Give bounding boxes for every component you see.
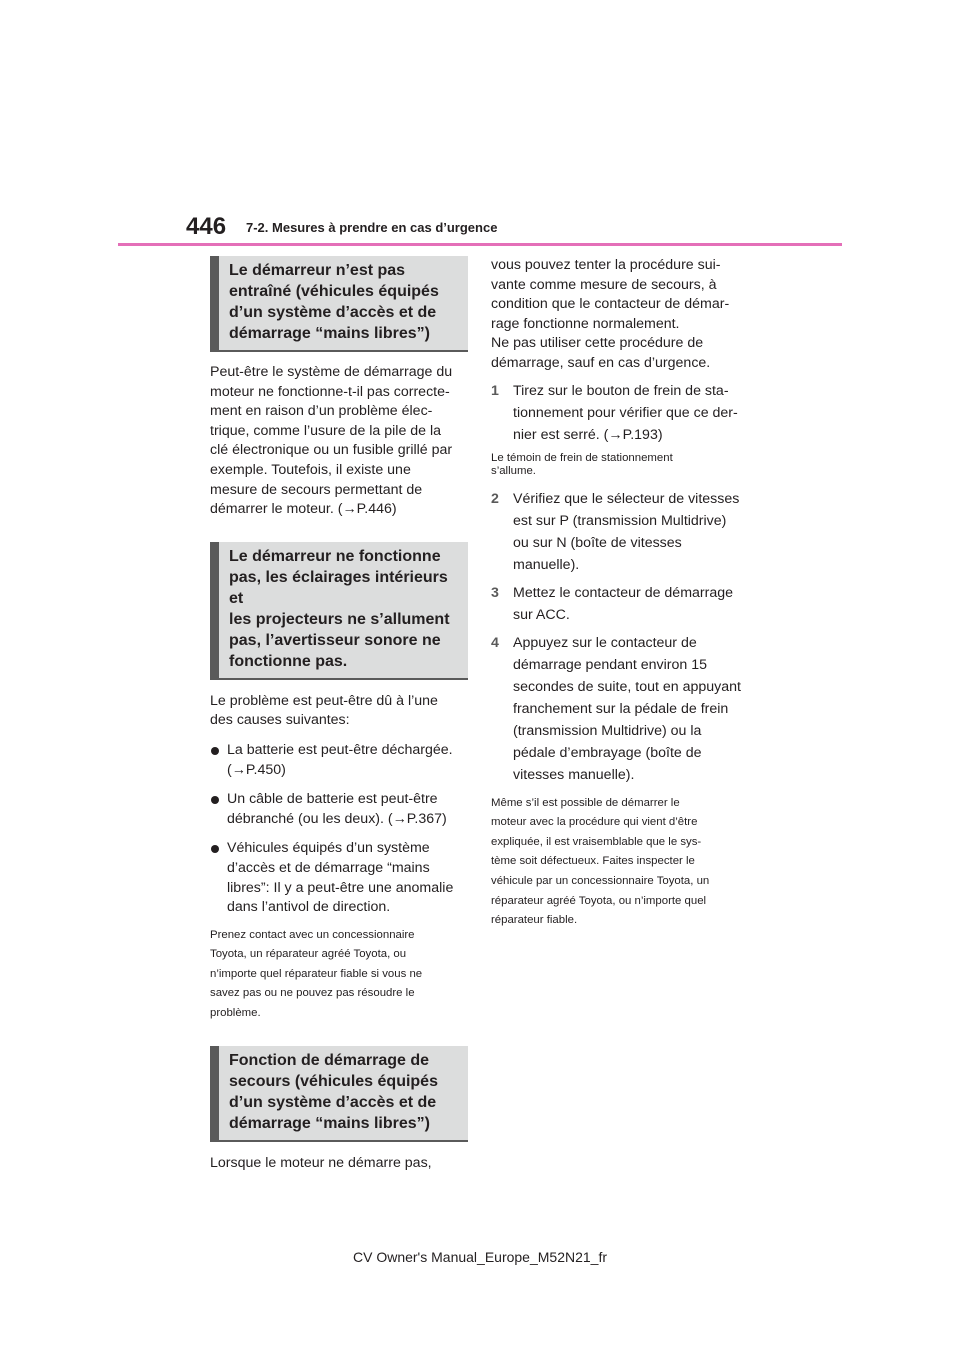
header-rule bbox=[118, 243, 842, 246]
page-number: 446 bbox=[186, 213, 227, 240]
paragraph-engine-not-starting: Lorsque le moteur ne démarre pas, bbox=[210, 1154, 432, 1171]
step-number: 1 bbox=[491, 382, 499, 399]
heading-line: d’un système d’accès et de bbox=[229, 304, 437, 321]
step-3: 3 Mettez le contacteur de démarrage sur ACC. bbox=[491, 582, 749, 626]
list-item: Un câble de batterie est peut-être débranché (ou les deux). (→P.367) bbox=[210, 790, 468, 829]
paragraph-starter-explanation: Peut-être le système de démarrage du moteur ne fonctionne-t-il pas correcte- ment en raison d’un problème élec- trique, comme l’usure de la pile de la clé électronique ou un fusible grillé par exemple. Toutefois, il existe une mesure de secours permettant de démarrer le moteur. (→P.446) bbox=[210, 364, 453, 518]
step-4: 4 Appuyez sur le contacteur de démarrage pendant environ 15 secondes de suite, tout en appuyant franchement sur la pédale de frein (transmission Multidrive) ou la pédale d’embrayage (boîte de vitesses manuelle). bbox=[491, 632, 749, 786]
bullet-icon bbox=[211, 747, 219, 755]
list-item: La batterie est peut-être déchargée. (→P.450) bbox=[210, 741, 468, 780]
step-2: 2 Vérifiez que le sélecteur de vitesses est sur P (transmission Multidrive) ou sur N (boîte de vitesses manuelle). bbox=[491, 488, 749, 576]
bullet-icon bbox=[211, 845, 219, 853]
step-number: 4 bbox=[491, 634, 499, 651]
list-item: Véhicules équipés d’un système d’accès et de démarrage “mains libres”: Il y a peut-être une anomalie dans l’antivol de direction. bbox=[210, 839, 468, 917]
step-1: 1 Tirez sur le bouton de frein de sta- tionnement pour vérifier que ce der- nier est serré. (→P.193) bbox=[491, 380, 749, 446]
footer-manual-id: CV Owner's Manual_Europe_M52N21_fr bbox=[352, 1249, 608, 1265]
note-inspection-recommended: Même s’il est possible de démarrer le moteur avec la procédure qui vient d’être expliquée, il est vraisemblable que le sys- tème soit défectueux. Faites inspecter le véhicule par un concessionnaire Toyota, un réparateur agréé Toyota, ou n’importe quel réparateur fiable. bbox=[491, 796, 710, 927]
note-parking-brake-light: Le témoin de frein de stationnement s’allume. bbox=[491, 451, 673, 477]
paragraph-procedure-intro: vous pouvez tenter la procédure sui- vante comme mesure de secours, à condition que le contacteur de démar- rage fonctionne normalement. Ne pas utiliser cette procédure de démarrage, sauf en cas d’urgence. bbox=[491, 257, 730, 371]
left-column bbox=[210, 256, 468, 1173]
step-number: 3 bbox=[491, 584, 499, 601]
section-header: 7-2. Mesures à prendre en cas d’urgence bbox=[246, 220, 498, 235]
step-number: 2 bbox=[491, 490, 499, 507]
note-contact-dealer: Prenez contact avec un concessionnaire Toyota, un réparateur agréé Toyota, ou n’importe quel réparateur fiable si vous ne savez pas ou ne pouvez pas résoudre le problème. bbox=[210, 928, 423, 1020]
right-column bbox=[491, 256, 749, 931]
heading-line: démarrage “mains libres”) bbox=[229, 325, 430, 342]
paragraph-possible-causes: Le problème est peut-être dû à l’une des causes suivantes: bbox=[210, 692, 438, 729]
heading-emergency-start: Fonction de démarrage de secours (véhicules équipés d’un système d’accès et de démarrage “mains libres”) bbox=[210, 1046, 468, 1142]
heading-line: Le démarreur n’est pas bbox=[229, 262, 406, 279]
heading-line: entraîné (véhicules équipés bbox=[229, 283, 439, 300]
heading-starter-not-cranking bbox=[210, 256, 468, 352]
heading-starter-lights-horn: Le démarreur ne fonctionne pas, les éclairages intérieurs et les projecteurs ne s’allument pas, l’avertisseur sonore ne fonctionne pas. bbox=[210, 542, 468, 680]
bullet-icon bbox=[211, 796, 219, 804]
